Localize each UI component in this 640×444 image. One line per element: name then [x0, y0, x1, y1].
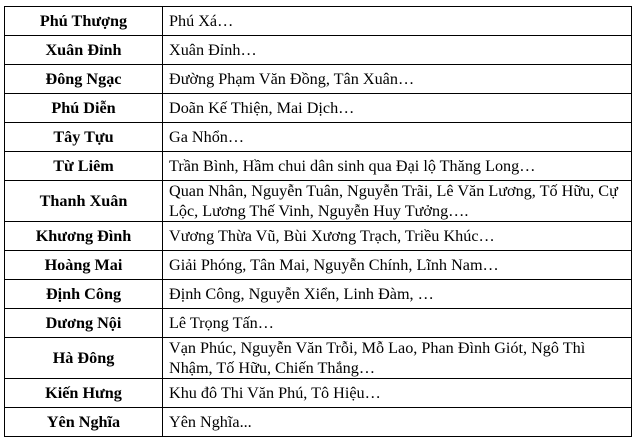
- table-row: [5, 309, 632, 338]
- district-name: Định Công: [5, 280, 163, 309]
- table-row: [5, 7, 632, 36]
- district-name: Tây Tựu: [5, 123, 163, 152]
- district-name: Yên Nghĩa: [5, 408, 163, 437]
- table-row: [5, 36, 632, 65]
- table-row: [5, 379, 632, 408]
- street-list: Yên Nghĩa...: [163, 408, 632, 437]
- district-name: Từ Liêm: [5, 152, 163, 181]
- table-row: [5, 181, 632, 222]
- street-list: Giải Phóng, Tân Mai, Nguyễn Chính, Lĩnh Nam…: [163, 251, 632, 280]
- street-list: Ga Nhổn…: [163, 123, 632, 152]
- district-street-table: [4, 6, 632, 437]
- district-name: Hà Đông: [5, 338, 163, 379]
- street-list: Đường Phạm Văn Đồng, Tân Xuân…: [163, 65, 632, 94]
- table-row: [5, 152, 632, 181]
- street-list: Khu đô Thi Văn Phú, Tô Hiệu…: [163, 379, 632, 408]
- table-row: [5, 65, 632, 94]
- district-name: Phú Diễn: [5, 94, 163, 123]
- table-row: [5, 338, 632, 379]
- street-list: Doãn Kế Thiện, Mai Dịch…: [163, 94, 632, 123]
- street-list: Phú Xá…: [163, 7, 632, 36]
- district-name: Kiến Hưng: [5, 379, 163, 408]
- table-row: [5, 251, 632, 280]
- street-list: Lê Trọng Tấn…: [163, 309, 632, 338]
- district-name: Xuân Đỉnh: [5, 36, 163, 65]
- table-row: [5, 123, 632, 152]
- table-row: [5, 280, 632, 309]
- district-name: Khương Đình: [5, 222, 163, 251]
- street-list: Định Công, Nguyễn Xiển, Linh Đàm, …: [163, 280, 632, 309]
- table-row: [5, 222, 632, 251]
- table-row: [5, 94, 632, 123]
- district-name: Đông Ngạc: [5, 65, 163, 94]
- street-list: Trần Bình, Hầm chui dân sinh qua Đại lộ Thăng Long…: [163, 152, 632, 181]
- street-list: Quan Nhân, Nguyễn Tuân, Nguyễn Trãi, Lê Văn Lương, Tố Hữu, Cự Lộc, Lương Thế Vinh, Nguyễn Huy Tưởng….: [163, 181, 632, 222]
- street-list: Xuân Đỉnh…: [163, 36, 632, 65]
- district-name: Dương Nội: [5, 309, 163, 338]
- table-row: [5, 408, 632, 437]
- district-name: Thanh Xuân: [5, 181, 163, 222]
- district-name: Phú Thượng: [5, 7, 163, 36]
- district-name: Hoàng Mai: [5, 251, 163, 280]
- street-list: Vạn Phúc, Nguyễn Văn Trỗi, Mỗ Lao, Phan Đình Giót, Ngô Thì Nhậm, Tố Hữu, Chiến Thắng…: [163, 338, 632, 379]
- street-list: Vương Thừa Vũ, Bùi Xương Trạch, Triều Khúc…: [163, 222, 632, 251]
